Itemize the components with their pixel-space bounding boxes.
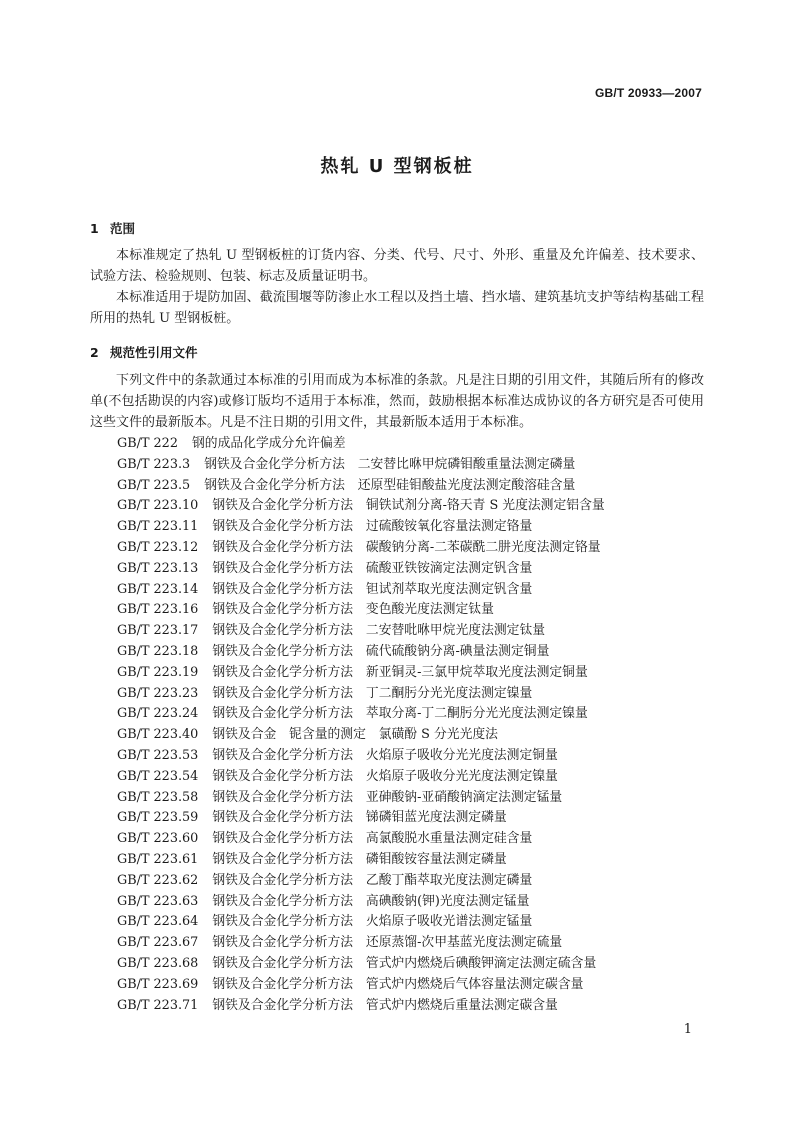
reference-title: 钢铁及合金化学分析方法 变色酸光度法测定钛量 (212, 602, 494, 618)
reference-title: 钢铁及合金 铌含量的测定 氯磺酚 S 分光光度法 (212, 727, 498, 743)
page-number: 1 (683, 1022, 692, 1037)
reference-item (117, 829, 605, 850)
reference-title: 钢铁及合金化学分析方法 硫代硫酸钠分离-碘量法测定铜量 (212, 643, 550, 659)
reference-title: 钢铁及合金化学分析方法 火焰原子吸收分光光度法测定铜量 (212, 747, 558, 763)
reference-item (117, 892, 605, 913)
reference-title: 钢铁及合金化学分析方法 锑磷钼蓝光度法测定磷量 (212, 810, 507, 826)
reference-code: GB/T 223.24 (117, 706, 199, 722)
reference-title: 钢铁及合金化学分析方法 二安替比咻甲烷磷钼酸重量法测定磷量 (204, 456, 576, 472)
section-1-number: 1 (90, 221, 99, 236)
document-title: 热轧 U 型钢板桩 (320, 156, 474, 177)
reference-item (117, 912, 605, 933)
reference-item (117, 642, 605, 663)
reference-item (117, 954, 605, 975)
reference-item (117, 996, 605, 1017)
reference-code: GB/T 223.58 (117, 789, 199, 805)
reference-item (117, 621, 605, 642)
reference-code: GB/T 223.63 (117, 893, 199, 909)
reference-code: GB/T 223.67 (117, 935, 199, 951)
reference-code: GB/T 223.10 (117, 498, 199, 514)
reference-code: GB/T 223.5 (117, 477, 191, 493)
reference-item (117, 704, 605, 725)
section-1-paragraph-2: 本标准适用于堤防加固、截流围堰等防渗止水工程以及挡土墙、挡水墙、建筑基坑支护等结构基础工程所用的热轧 U 型钢板桩。 (90, 290, 704, 326)
reference-title: 钢铁及合金化学分析方法 管式炉内燃烧后气体容量法测定碳含量 (212, 976, 584, 992)
reference-item (117, 684, 605, 705)
reference-item (117, 538, 605, 559)
reference-title: 钢铁及合金化学分析方法 还原型硅钼酸盐光度法测定酸溶硅含量 (204, 477, 576, 493)
reference-item (117, 767, 605, 788)
reference-title: 钢铁及合金化学分析方法 高碘酸钠(钾)光度法测定锰量 (212, 893, 530, 909)
reference-item (117, 580, 605, 601)
reference-title: 钢铁及合金化学分析方法 硫酸亚铁铵滴定法测定钒含量 (212, 560, 533, 576)
reference-code: GB/T 223.59 (117, 810, 199, 826)
reference-code: GB/T 223.19 (117, 664, 199, 680)
section-2-intro: 下列文件中的条款通过本标准的引用而成为本标准的条款。凡是注日期的引用文件，其随后所有的修改单(不包括勘误的内容)或修订版均不适用于本标准，然而，鼓励根据本标准达成协议的各方研究是否可使用这些文件的最新版本。凡是不注日期的引用文件，其最新版本适用于本标准。 (90, 373, 704, 430)
reference-code: GB/T 223.60 (117, 831, 199, 847)
reference-item (117, 517, 605, 538)
reference-code: GB/T 223.53 (117, 747, 199, 763)
reference-item (117, 455, 605, 476)
reference-item (117, 434, 605, 455)
reference-item (117, 788, 605, 809)
section-1-paragraph-1: 本标准规定了热轧 U 型钢板桩的订货内容、分类、代号、尺寸、外形、重量及允许偏差、技术要求、试验方法、检验规则、包装、标志及质量证明书。 (90, 248, 704, 284)
reference-title: 钢铁及合金化学分析方法 丁二酮肟分光光度法测定镍量 (212, 685, 533, 701)
reference-code: GB/T 223.69 (117, 976, 199, 992)
section-2-title: 规范性引用文件 (110, 345, 198, 360)
standard-code: GB/T 20933—2007 (594, 86, 702, 100)
reference-code: GB/T 223.54 (117, 768, 199, 784)
reference-title: 钢铁及合金化学分析方法 磷钼酸铵容量法测定磷量 (212, 851, 507, 867)
reference-title: 钢铁及合金化学分析方法 钽试剂萃取光度法测定钒含量 (212, 581, 533, 597)
reference-title: 钢铁及合金化学分析方法 二安替吡咻甲烷光度法测定钛量 (212, 623, 546, 639)
reference-code: GB/T 223.23 (117, 685, 199, 701)
reference-code: GB/T 223.14 (117, 581, 199, 597)
reference-title: 钢铁及合金化学分析方法 萃取分离-丁二酮肟分光光度法测定镍量 (212, 706, 588, 722)
reference-code: GB/T 223.68 (117, 955, 199, 971)
reference-title: 钢铁及合金化学分析方法 还原蒸馏-次甲基蓝光度法测定硫量 (212, 935, 563, 951)
reference-item (117, 933, 605, 954)
reference-code: GB/T 223.16 (117, 602, 199, 618)
reference-title: 钢铁及合金化学分析方法 管式炉内燃烧后重量法测定碳含量 (212, 997, 558, 1013)
reference-list (117, 434, 605, 1016)
section-1-title: 范围 (110, 221, 136, 236)
reference-title: 钢铁及合金化学分析方法 新亚铜灵-三氯甲烷萃取光度法测定铜量 (212, 664, 588, 680)
reference-item (117, 496, 605, 517)
section-2-heading (90, 343, 198, 361)
reference-title: 钢铁及合金化学分析方法 亚砷酸钠-亚硝酸钠滴定法测定锰量 (212, 789, 563, 805)
reference-title: 钢铁及合金化学分析方法 高氯酸脱水重量法测定硅含量 (212, 831, 533, 847)
reference-code: GB/T 223.64 (117, 914, 199, 930)
reference-code: GB/T 223.61 (117, 851, 199, 867)
reference-title: 钢铁及合金化学分析方法 过硫酸铵氧化容量法测定铬量 (212, 519, 533, 535)
reference-code: GB/T 223.12 (117, 539, 199, 555)
reference-title: 钢铁及合金化学分析方法 火焰原子吸收分光光度法测定镍量 (212, 768, 558, 784)
reference-code: GB/T 223.3 (117, 456, 191, 472)
reference-item (117, 850, 605, 871)
reference-title: 钢铁及合金化学分析方法 管式炉内燃烧后碘酸钾滴定法测定硫含量 (212, 955, 597, 971)
section-1-heading (90, 219, 135, 237)
reference-item (117, 476, 605, 497)
reference-title: 钢铁及合金化学分析方法 碳酸钠分离-二苯碳酰二肼光度法测定铬量 (212, 539, 601, 555)
reference-item (117, 663, 605, 684)
reference-item (117, 975, 605, 996)
reference-code: GB/T 223.40 (117, 727, 199, 743)
reference-item (117, 746, 605, 767)
reference-code: GB/T 223.71 (117, 997, 199, 1013)
reference-title: 钢铁及合金化学分析方法 铜铁试剂分离-铬天青 S 光度法测定铝含量 (212, 498, 605, 514)
reference-item (117, 808, 605, 829)
reference-code: GB/T 223.11 (117, 519, 199, 535)
reference-code: GB/T 223.17 (117, 623, 199, 639)
reference-code: GB/T 222 (117, 436, 178, 451)
reference-code: GB/T 223.62 (117, 872, 199, 888)
section-2-number: 2 (90, 345, 99, 360)
reference-code: GB/T 223.18 (117, 643, 199, 659)
reference-item (117, 725, 605, 746)
reference-item (117, 600, 605, 621)
reference-item (117, 871, 605, 892)
reference-title: 钢的成品化学成分允许偏差 (191, 436, 346, 451)
reference-item (117, 559, 605, 580)
reference-code: GB/T 223.13 (117, 560, 199, 576)
reference-title: 钢铁及合金化学分析方法 乙酸丁酯萃取光度法测定磷量 (212, 872, 533, 888)
reference-title: 钢铁及合金化学分析方法 火焰原子吸收光谱法测定锰量 (212, 914, 533, 930)
